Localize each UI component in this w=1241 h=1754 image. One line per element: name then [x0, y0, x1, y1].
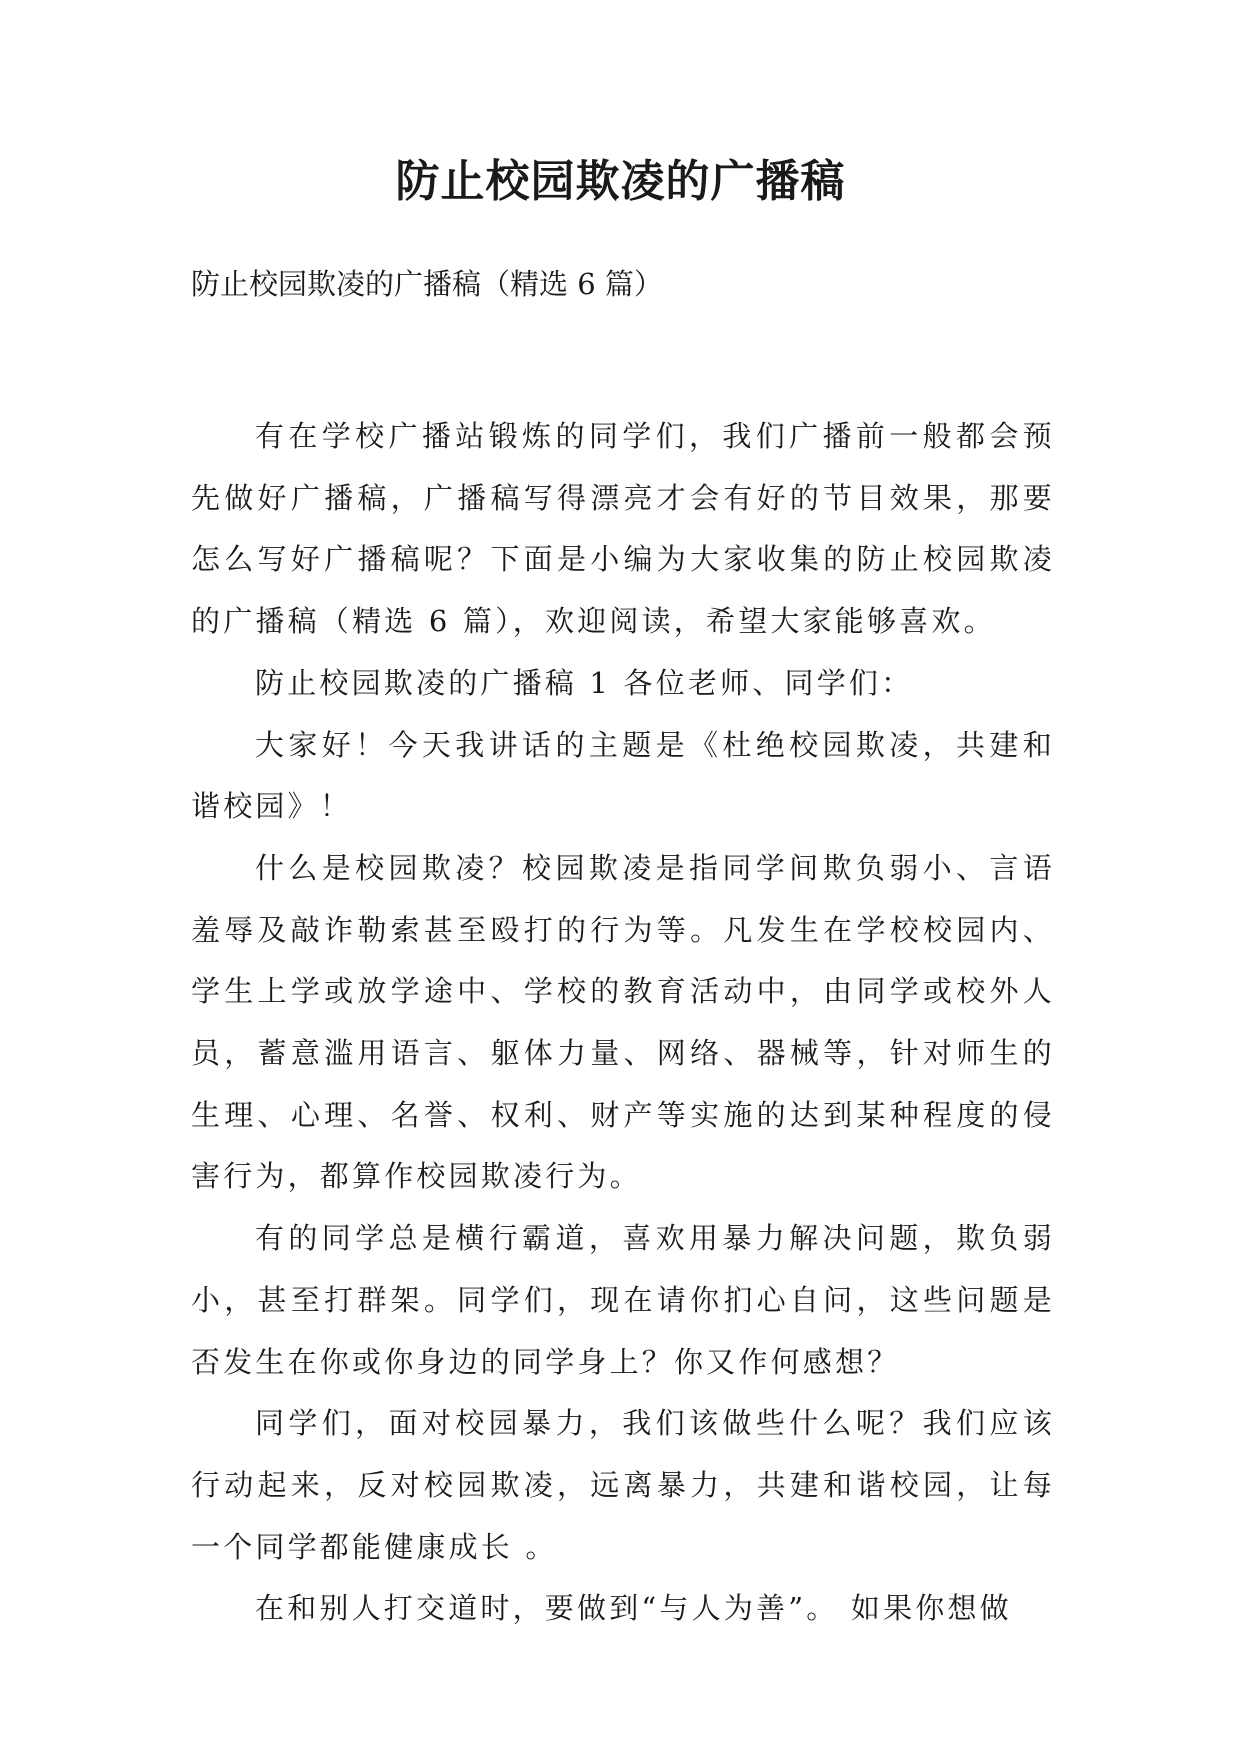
document-subtitle: 防止校园欺凌的广播稿（精选 6 篇） — [191, 267, 663, 301]
paragraph-greeting: 防止校园欺凌的广播稿 1 各位老师、同学们： — [255, 665, 914, 700]
document-body — [191, 406, 1055, 1640]
paragraph-call-to-action: 同学们，面对校园暴力，我们该做些什么呢？我们应该行动起来，反对校园欺凌，远离暴力，共建和谐校园，让每一个同学都能健康成长 。 — [191, 1406, 1055, 1564]
paragraph-topic: 大家好！今天我讲话的主题是《杜绝校园欺凌，共建和谐校园》！ — [191, 727, 1055, 824]
document-title: 防止校园欺凌的广播稿 — [395, 156, 846, 207]
paragraph-definition: 什么是校园欺凌？校园欺凌是指同学间欺负弱小、言语羞辱及敲诈勒索甚至殴打的行为等。凡发生在学校校园内、学生上学或放学途中、学校的教育活动中，由同学或校外人员，蓄意滥用语言、躯体力量、网络、器械等，针对师生的生理、心理、名誉、权利、财产等实施的达到某种程度的侵害行为，都算作校园欺凌行为。 — [191, 850, 1055, 1194]
paragraph-intro: 有在学校广播站锻炼的同学们，我们广播前一般都会预先做好广播稿，广播稿写得漂亮才会有好的节目效果，那要怎么写好广播稿呢？下面是小编为大家收集的防止校园欺凌的广播稿（精选 6 篇），欢迎阅读，希望大家能够喜欢。 — [191, 419, 1055, 639]
paragraph-bullying-behavior: 有的同学总是横行霸道，喜欢用暴力解决问题，欺负弱小，甚至打群架。同学们，现在请你扪心自问，这些问题是否发生在你或你身边的同学身上？你又作何感想？ — [191, 1221, 1055, 1379]
paragraph-be-kind: 在和别人打交道时，要做到“与人为善”。 如果你想做 — [255, 1591, 1012, 1626]
